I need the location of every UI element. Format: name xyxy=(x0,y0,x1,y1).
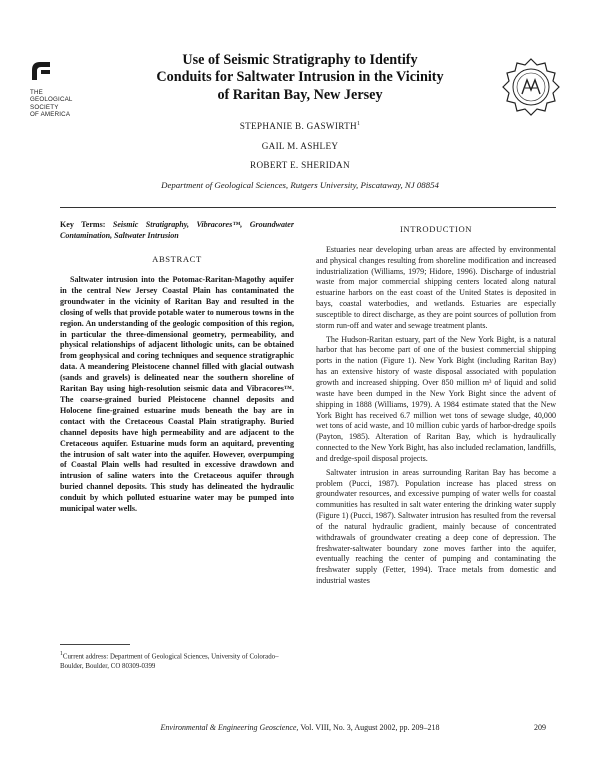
page-number: 209 xyxy=(534,723,546,732)
footnote-mark: 1 xyxy=(60,651,63,657)
abstract-heading: ABSTRACT xyxy=(152,254,202,265)
footnote-text: Current address: Department of Geological Sciences, University of Colorado–Boulder, Boulder, CO 80309-0399 xyxy=(60,653,279,670)
introduction-heading: INTRODUCTION xyxy=(399,224,473,234)
journal-issue: Vol. VIII, No. 3, August 2002, pp. 209–218 xyxy=(300,723,440,732)
paper-title: Use of Seismic Stratigraphy to Identify Conduits for Saltwater Intrusion in the Vicinity of Raritan Bay, New Jersey xyxy=(156,52,444,103)
affiliation: Department of Geological Sciences, Rutgers University, Piscataway, NJ 08854 xyxy=(161,180,439,190)
key-terms xyxy=(60,220,294,241)
right-column xyxy=(316,224,556,587)
key-terms-list: Seismic Stratigraphy, Vibracores™, Groundwater Contamination, Saltwater Intrusion xyxy=(60,220,294,240)
intro-paragraph-1: Estuaries near developing urban areas are affected by environmental and physical changes resulting from shoreline modification and increased industrialization (Williams, 1979; Hidore, 1996). Discharge of industrial waste from major commercial shipping centers located along natural estuarine harbors on the east coast of the United States is deposited in bays, coastal waterbodies, and wetlands. Estuaries are especially susceptible to direct discharge, as they are point sources of pollution from storm run-off and water and sewage treatment plants. xyxy=(316,244,556,330)
gsa-logo xyxy=(30,58,110,119)
abstract-text: Saltwater intrusion into the Potomac-Raritan-Magothy aquifer in the central New Jersey Coastal Plain has contaminated the groundwater in the vicinity of Raritan Bay and resulted in the closing of wells that provide potable water to numerous towns in the region. An understanding of the geologic composition of this region, in particular the three-dimensional geometry, permeability, and physical relationships of adjacent lithologic units, can be obtained from geophysical and coring techniques and sequence stratigraphic data. A meandering Pleistocene channel filled with glacial outwash (sands and gravels) is delineated near the southern shoreline of Raritan Bay using high-resolution seismic data and Vibracores™. The coarse-grained buried Pleistocene channel deposits and Holocene fine-grained estuarine muds beneath the bay are in contact with the Cretaceous Coastal Plain stratigraphy. Buried channel deposits have high permeability and are adjacent to the Cretaceous aquifer. Estuarine muds form an aquitard, preventing the intrusion of salt water into the aquifer. However, overpumping of Coastal Plain wells had resulted in excessive drawdown and intrusion of saline waters into the Cretaceous aquifer through buried channel deposits. This study has delineated the hydraulic conduit by which polluted estuarine water may be pumped into municipal water wells. xyxy=(60,275,294,514)
key-terms-label: Key Terms: xyxy=(60,220,106,229)
journal-name: Environmental & Engineering Geoscience, xyxy=(160,723,299,732)
left-column xyxy=(60,220,294,515)
author-1: STEPHANIE B. GASWIRTH$^1$ xyxy=(239,121,361,132)
journal-citation xyxy=(150,723,450,732)
page-footer xyxy=(0,723,600,737)
intro-paragraph-2: The Hudson-Raritan estuary, part of the New York Bight, is a natural harbor that has become part of one of the busiest commercial shipping ports in the nation (Figure 1). New York Bight (including Raritan Bay) has an extensive history of waste disposal associated with population growth and increased shipping. Over 850 million m³ of liquid and solid waste have been dumped in the New York Bight since the advent of shipping in 1888 (Williams, 1979). A 1984 estimate stated that the New York Bight has received 6.7 million wet tons of sewage sludge, 40,000 wet tons of acid waste, and 10 million cubic yards of harbor-dredge spoils (Payton, 1985). Alteration of Raritan Bay, which is hydraulically connected to the New York Bight, has also included reclamation, landfills, and dredge-spoil disposal projects. xyxy=(316,334,556,463)
gsa-logo-text: THE GEOLOGICAL SOCIETY OF AMERICA xyxy=(30,89,73,119)
footnote-divider xyxy=(60,644,130,645)
intro-paragraph-3: Saltwater intrusion in areas surrounding Raritan Bay has become a problem (Pucci, 1987). Population increase has placed stress on groundwater resources, and excessive pumping of water wells for coastal communities has resulted in salt water entering the drinking water supply (Figure 1) (Pucci, 1987). Saltwater intrusion has resulted from the reversal of the natural hydraulic gradient, mainly because of concentrated withdrawals of groundwater creating a deep cone of depression. The freshwater-saltwater boundary zone moves farther into the aquifer, eventually reaching the center of pumping and contaminating the freshwater supply (Fetter, 1994). Trace metals from domestic and industrial wastes xyxy=(316,467,556,586)
author-2: GAIL M. ASHLEY xyxy=(261,141,339,151)
gsa-icon xyxy=(30,58,52,82)
author-3: ROBERT E. SHERIDAN xyxy=(250,160,350,170)
header-divider xyxy=(60,207,556,208)
footnote xyxy=(60,650,294,671)
author-footnote-mark: 1 xyxy=(356,121,361,127)
aeg-seal-icon xyxy=(500,56,562,116)
